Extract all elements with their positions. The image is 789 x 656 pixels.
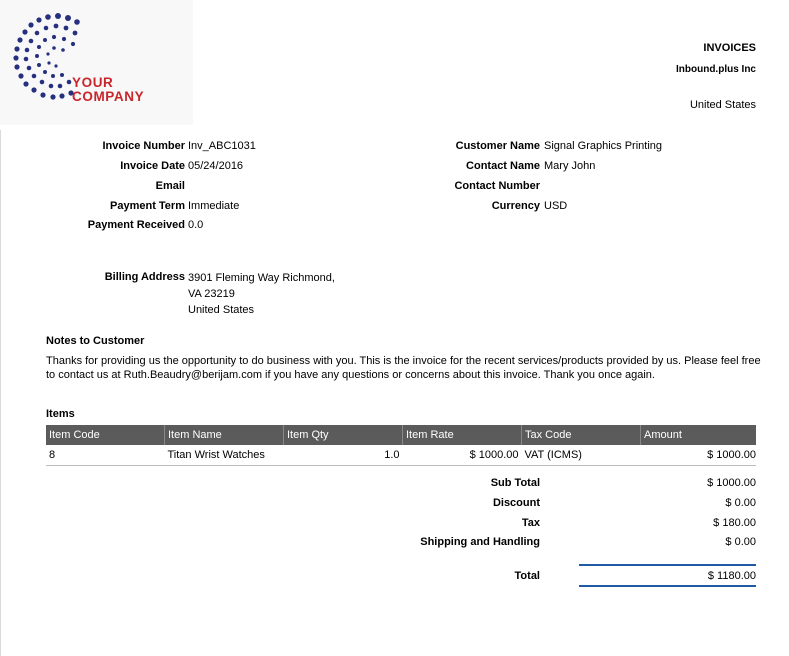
billing-address-line2: VA 23219 xyxy=(188,288,235,300)
col-tax-code: Tax Code xyxy=(522,425,641,445)
tax-value: $ 180.00 xyxy=(713,517,756,529)
subtotal-label: Sub Total xyxy=(490,477,540,489)
customer-name-value: Signal Graphics Printing xyxy=(544,140,663,152)
col-item-name: Item Name xyxy=(165,425,284,445)
col-item-qty: Item Qty xyxy=(284,425,403,445)
logo-text-line2: COMPANY xyxy=(72,89,145,104)
contact-name-label: Contact Name xyxy=(466,160,540,172)
shipping-label: Shipping and Handling xyxy=(420,536,540,548)
invoice-number-label-text: Invoice Number xyxy=(102,140,185,152)
items-header-row xyxy=(46,425,756,445)
tax-label: Tax xyxy=(521,517,540,529)
total-top-rule xyxy=(579,564,756,566)
col-amount: Amount xyxy=(641,425,757,445)
subtotal-value: $ 1000.00 xyxy=(707,477,756,489)
logo-text-line1: YOUR xyxy=(72,75,114,90)
currency-label: Currency xyxy=(491,200,540,212)
item-name-cell: Titan Wrist Watches xyxy=(165,445,284,466)
company-country: United States xyxy=(689,99,756,111)
total-value: $ 1180.00 xyxy=(707,570,756,582)
col-item-code: Item Code xyxy=(46,425,165,445)
payment-received-value: 0.0 xyxy=(188,219,204,231)
email-label: Email xyxy=(155,180,185,192)
contact-name-value: Mary John xyxy=(544,160,596,172)
notes-title: Notes to Customer xyxy=(46,335,145,347)
item-amount-cell: $ 1000.00 xyxy=(641,445,757,466)
currency-value: USD xyxy=(544,200,568,212)
invoice-date-label: Invoice Date xyxy=(120,160,185,172)
billing-address-label: Billing Address xyxy=(104,271,185,283)
total-bottom-rule xyxy=(579,585,756,587)
invoice-number-value: Inv_ABC1031 xyxy=(188,140,256,152)
discount-label: Discount xyxy=(492,497,540,509)
table-row xyxy=(46,445,756,466)
company-header xyxy=(676,42,756,112)
billing-address xyxy=(188,270,335,318)
items-table xyxy=(46,425,756,466)
company-logo xyxy=(0,0,193,125)
col-item-rate: Item Rate xyxy=(403,425,522,445)
payment-term-label: Payment Term xyxy=(110,200,185,212)
item-qty-cell: 1.0 xyxy=(284,445,403,466)
payment-term-value: Immediate xyxy=(188,200,240,212)
discount-value: $ 0.00 xyxy=(725,497,756,509)
billing-address-line3: United States xyxy=(188,304,255,316)
item-rate-cell: $ 1000.00 xyxy=(403,445,522,466)
notes-text: Thanks for providing us the opportunity to do business with you. This is the invoice for the recent services/products provided by us. Please feel free to contact us at Ruth.Beaudry@berijam.com if you have any questions or concerns about this invoice. Thank you once again. xyxy=(46,355,761,381)
document-title: INVOICES xyxy=(703,42,756,54)
company-name: Inbound.plus Inc xyxy=(676,64,756,75)
shipping-value: $ 0.00 xyxy=(725,536,756,548)
billing-address-line1: 3901 Fleming Way Richmond, xyxy=(188,272,335,284)
invoice-date-value: 05/24/2016 xyxy=(188,160,244,172)
payment-received-label: Payment Received xyxy=(87,219,185,231)
contact-number-label: Contact Number xyxy=(454,180,540,192)
item-tax-code-cell: VAT (ICMS) xyxy=(522,445,641,466)
total-label: Total xyxy=(514,570,540,582)
items-title: Items xyxy=(46,408,75,420)
customer-name-label: Customer Name xyxy=(455,140,540,152)
item-code-cell: 8 xyxy=(46,445,165,466)
